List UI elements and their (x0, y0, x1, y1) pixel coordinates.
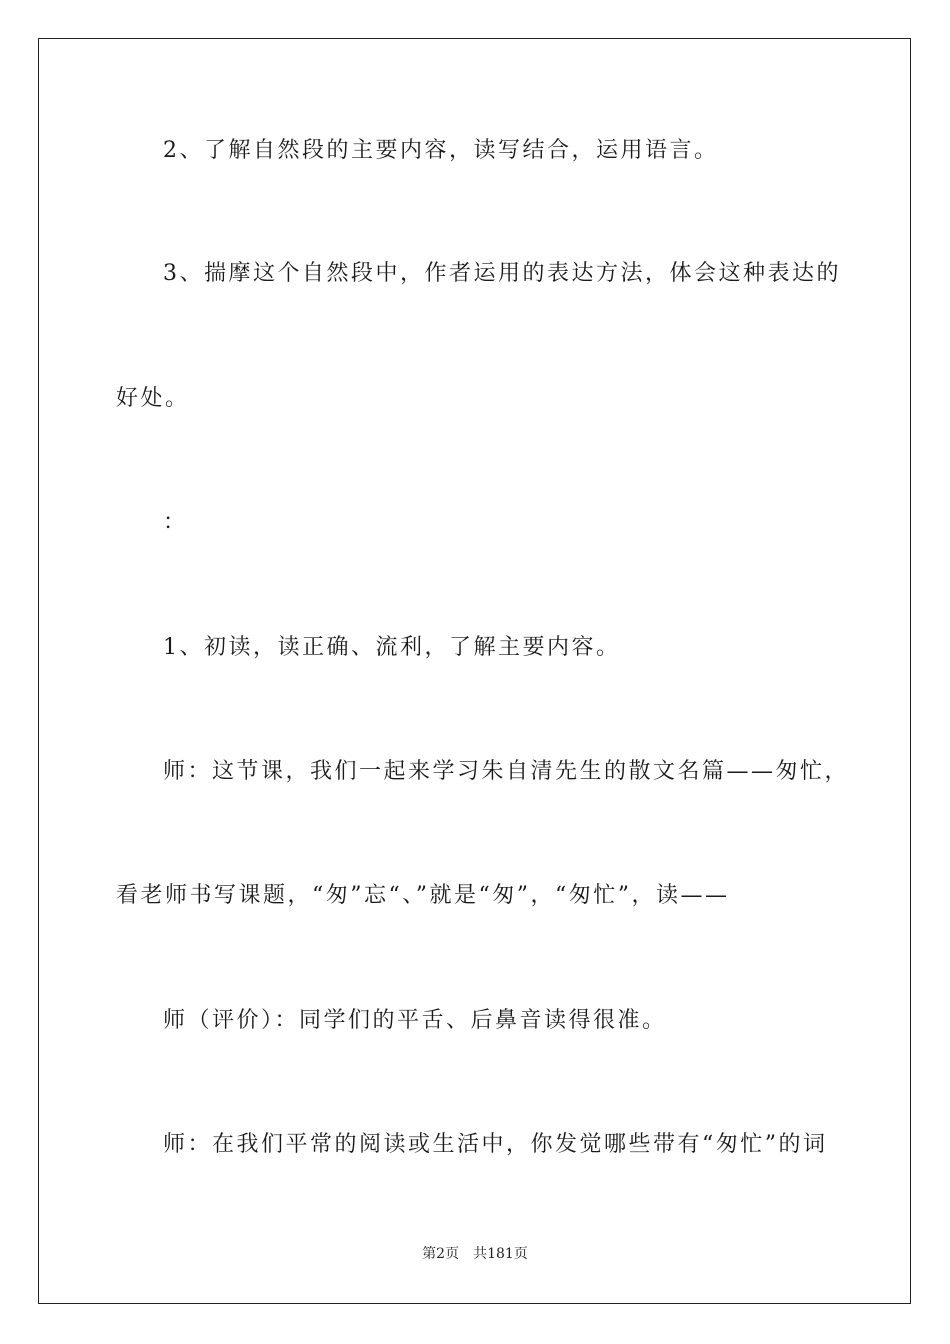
text-line-step-1: 1、初读，读正确、流利，了解主要内容。 (163, 635, 621, 660)
page-footer (0, 1244, 950, 1264)
text-line-teacher-intro: 师：这节课，我们一起来学习朱自清先生的散文名篇——匆忙， (163, 759, 850, 784)
page-number: 第2页 (422, 1246, 460, 1262)
total-pages: 共181页 (473, 1246, 528, 1262)
text-line-objective-3-cont: 好处。 (116, 386, 190, 411)
text-line-teacher-question: 师：在我们平常的阅读或生活中，你发觉哪些带有“匆忙”的词 (163, 1132, 828, 1157)
text-line-teacher-evaluation: 师（评价）：同学们的平舌、后鼻音读得很准。 (163, 1008, 667, 1033)
text-line-teacher-intro-cont: 看老师书写课题，“匆”忘“、”就是“匆”，“匆忙”，读—— (116, 883, 730, 908)
page-border (38, 38, 911, 1304)
text-line-objective-3: 3、揣摩这个自然段中，作者运用的表达方法，体会这种表达的 (163, 261, 841, 286)
text-line-colon: ： (163, 510, 188, 535)
text-line-objective-2: 2、了解自然段的主要内容，读写结合，运用语言。 (163, 138, 719, 163)
